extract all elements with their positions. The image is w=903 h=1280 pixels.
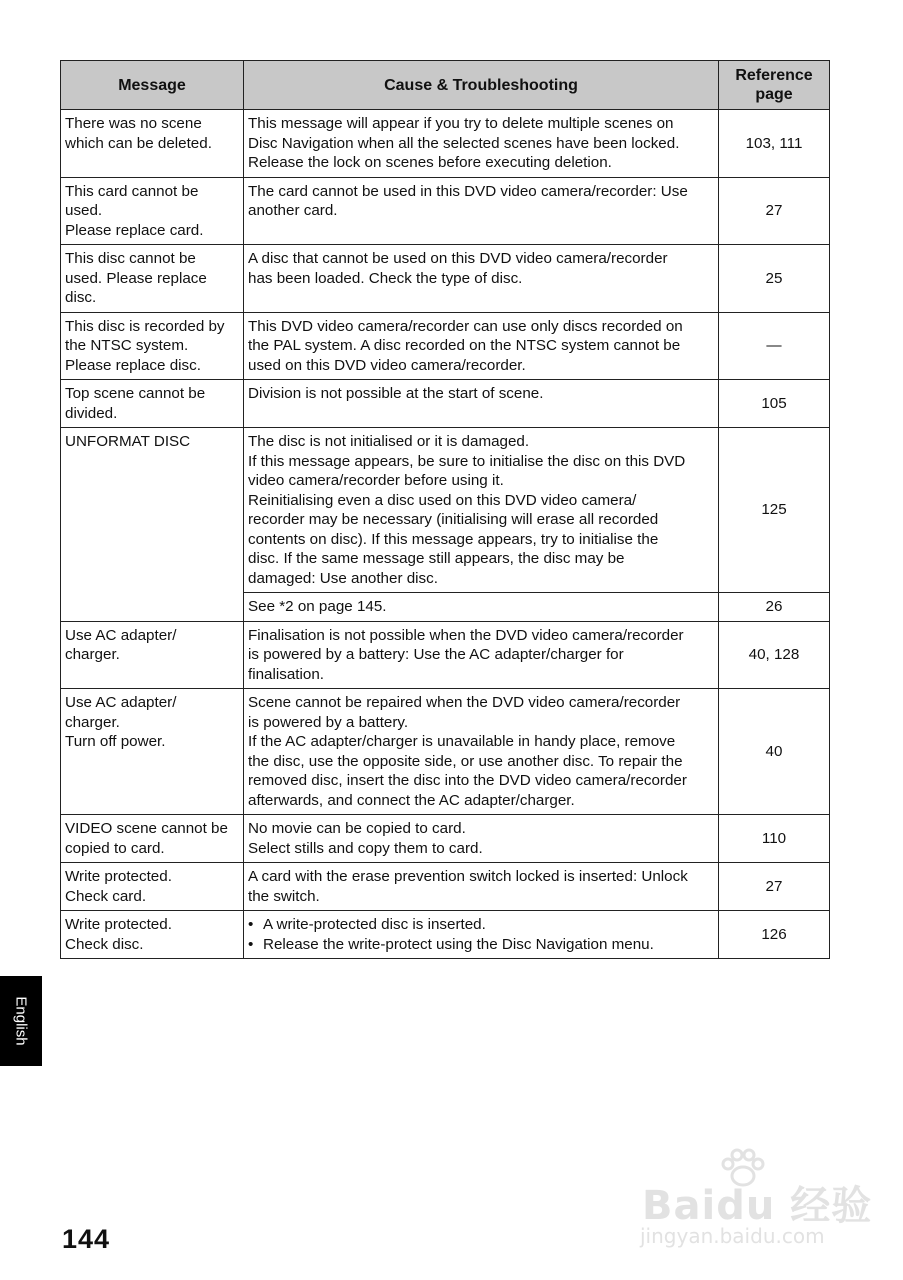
message-cell — [61, 621, 244, 689]
table-row — [61, 177, 830, 245]
cause-cell — [244, 428, 719, 593]
reference-cell: 110 — [719, 815, 830, 863]
cause-line: Scene cannot be repaired when the DVD video camera/recorder — [248, 694, 681, 711]
table-row — [61, 312, 830, 380]
cause-cell — [244, 593, 719, 622]
language-tab-label: English — [12, 996, 30, 1046]
table-row — [61, 110, 830, 178]
reference-cell: 103, 111 — [719, 110, 830, 178]
cause-line: Disc Navigation when all the selected scenes have been locked. — [248, 134, 680, 152]
message-line: This card cannot be — [65, 182, 199, 200]
message-line: Please replace card. — [65, 221, 204, 239]
cause-line: Release the lock on scenes before executing deletion. — [248, 154, 612, 171]
cause-line: removed disc, insert the disc into the DVD video camera/recorder — [248, 772, 687, 789]
cause-cell — [244, 245, 719, 313]
header-reference: Reference page — [719, 61, 830, 110]
table-row — [61, 245, 830, 313]
table-row — [61, 428, 830, 593]
reference-cell: 40 — [719, 689, 830, 815]
cause-cell — [244, 312, 719, 380]
table-row — [61, 863, 830, 911]
table-row — [61, 815, 830, 863]
message-cell — [61, 815, 244, 863]
cause-line: If the AC adapter/charger is unavailable in handy place, remove — [248, 733, 676, 750]
cause-line: See *2 on page 145. — [248, 598, 387, 615]
message-cell — [61, 911, 244, 959]
cause-line: Reinitialising even a disc used on this DVD video camera/ — [248, 491, 637, 509]
message-line: Top scene cannot be — [65, 385, 206, 402]
table-row — [61, 689, 830, 815]
watermark-main: Baidu 经验 — [642, 1183, 873, 1229]
reference-cell: 105 — [719, 380, 830, 428]
message-line: Check disc. — [65, 935, 144, 953]
message-cell — [61, 245, 244, 313]
reference-cell: 27 — [719, 177, 830, 245]
language-tab — [0, 976, 42, 1066]
message-line: Use AC adapter/ — [65, 626, 177, 644]
cause-cell — [244, 380, 719, 428]
cause-line: This message will appear if you try to delete multiple scenes on — [248, 115, 674, 132]
cause-line: another card. — [248, 202, 338, 219]
message-line: This disc cannot be — [65, 250, 196, 267]
cause-line: has been loaded. Check the type of disc. — [248, 269, 523, 287]
cause-cell — [244, 815, 719, 863]
cause-line: If this message appears, be sure to initialise the disc on this DVD — [248, 452, 686, 470]
cause-line: is powered by a battery: Use the AC adapter/charger for — [248, 646, 624, 663]
cause-line: used on this DVD video camera/recorder. — [248, 356, 526, 374]
cause-line: No movie can be copied to card. — [248, 820, 466, 837]
cause-line: Select stills and copy them to card. — [248, 839, 483, 857]
message-line: Turn off power. — [65, 733, 166, 750]
cause-line: the switch. — [248, 887, 320, 905]
baidu-watermark — [640, 1148, 873, 1248]
cause-line: recorder may be necessary (initialising will erase all recorded — [248, 511, 659, 528]
cause-cell — [244, 863, 719, 911]
table-row — [61, 380, 830, 428]
reference-cell: 27 — [719, 863, 830, 911]
table-row — [61, 621, 830, 689]
table-row — [61, 911, 830, 959]
cause-line: video camera/recorder before using it. — [248, 472, 504, 489]
cause-line: The card cannot be used in this DVD video camera/recorder: Use — [248, 182, 688, 200]
message-table — [60, 60, 830, 959]
table-header-row — [61, 61, 830, 110]
message-cell — [61, 380, 244, 428]
cause-line: Division is not possible at the start of scene. — [248, 385, 544, 402]
message-cell — [61, 177, 244, 245]
reference-cell: 40, 128 — [719, 621, 830, 689]
message-line: Write protected. — [65, 916, 172, 933]
bullet-item: • Release the write-protect using the Disc Navigation menu. — [248, 935, 714, 955]
cause-line: A disc that cannot be used on this DVD video camera/recorder — [248, 250, 668, 267]
reference-cell: 126 — [719, 911, 830, 959]
message-line: Check card. — [65, 887, 147, 905]
reference-cell: 125 — [719, 428, 830, 593]
cause-cell — [244, 689, 719, 815]
message-line: UNFORMAT DISC — [65, 433, 191, 450]
message-line: charger. — [65, 713, 120, 731]
cause-line: Finalisation is not possible when the DVD video camera/recorder — [248, 626, 684, 644]
cause-cell — [244, 911, 719, 959]
message-cell — [61, 312, 244, 380]
message-cell — [61, 863, 244, 911]
message-line: divided. — [65, 404, 118, 422]
reference-cell: — — [719, 312, 830, 380]
message-line: disc. — [65, 289, 97, 306]
cause-line: A card with the erase prevention switch locked is inserted: Unlock — [248, 868, 688, 885]
cause-line: the disc, use the opposite side, or use another disc. To repair the — [248, 752, 683, 770]
message-line: used. — [65, 202, 103, 219]
cause-line: the PAL system. A disc recorded on the NTSC system cannot be — [248, 337, 681, 354]
message-line: VIDEO scene cannot be — [65, 820, 228, 837]
message-line: which can be deleted. — [65, 134, 212, 152]
message-line: the NTSC system. — [65, 337, 189, 354]
cause-cell — [244, 621, 719, 689]
message-cell — [61, 689, 244, 815]
message-line: copied to card. — [65, 839, 165, 857]
message-line: Write protected. — [65, 868, 172, 885]
header-message: Message — [61, 61, 244, 110]
cause-line: contents on disc). If this message appears, try to initialise the — [248, 530, 659, 548]
message-line: used. Please replace — [65, 269, 207, 287]
cause-line: afterwards, and connect the AC adapter/charger. — [248, 791, 575, 809]
reference-cell: 26 — [719, 593, 830, 622]
cause-line: damaged: Use another disc. — [248, 569, 438, 587]
message-line: Please replace disc. — [65, 356, 201, 374]
cause-cell — [244, 110, 719, 178]
watermark-sub: jingyan.baidu.com — [640, 1224, 825, 1248]
cause-line: disc. If the same message still appears, the disc may be — [248, 550, 625, 567]
cause-line: This DVD video camera/recorder can use only discs recorded on — [248, 317, 683, 335]
header-cause: Cause & Troubleshooting — [244, 61, 719, 110]
cause-cell — [244, 177, 719, 245]
message-line: This disc is recorded by — [65, 317, 225, 335]
cause-line: finalisation. — [248, 665, 324, 683]
message-cell — [61, 428, 244, 622]
message-cell — [61, 110, 244, 178]
message-line: There was no scene — [65, 115, 202, 132]
reference-cell: 25 — [719, 245, 830, 313]
page-number: 144 — [62, 1224, 111, 1254]
cause-line: The disc is not initialised or it is damaged. — [248, 433, 530, 450]
cause-line: is powered by a battery. — [248, 713, 409, 731]
message-line: Use AC adapter/ — [65, 694, 177, 711]
bullet-item: • A write-protected disc is inserted. — [248, 915, 714, 935]
message-line: charger. — [65, 646, 120, 663]
